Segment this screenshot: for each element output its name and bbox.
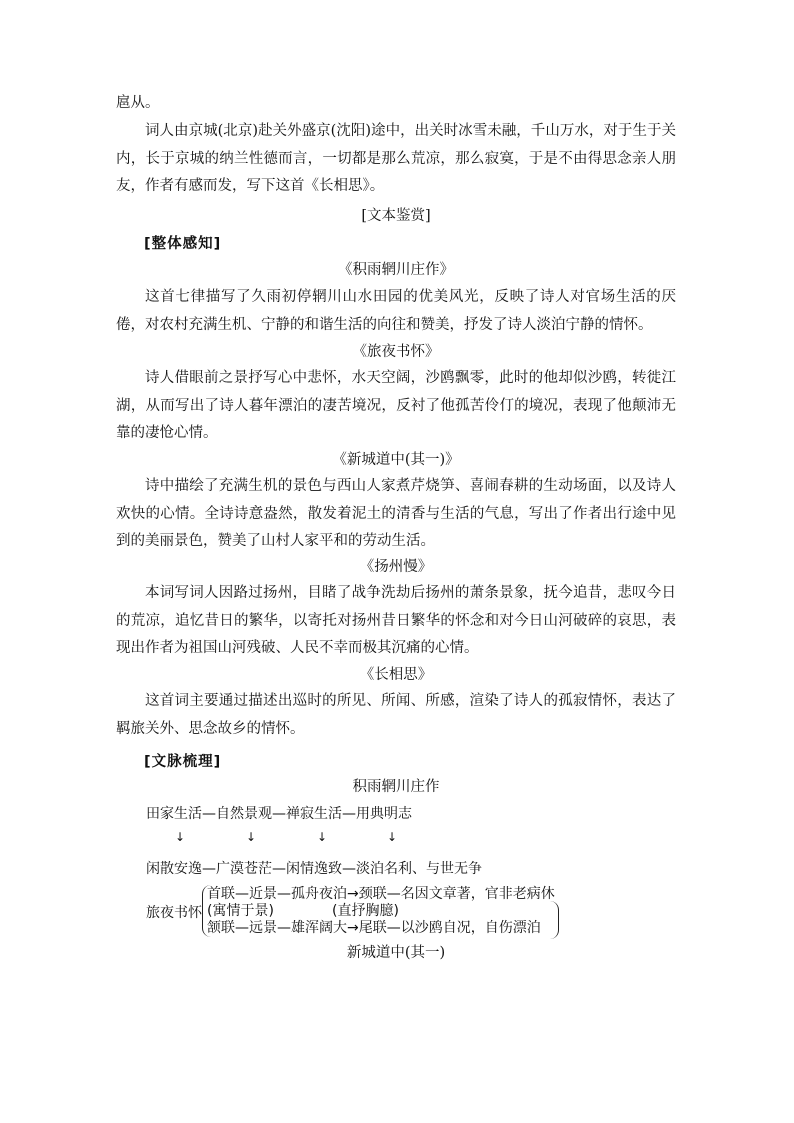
- poem-title: 《积雨辋川庄作》: [338, 262, 454, 278]
- down-arrow-icon: ↓: [175, 830, 186, 844]
- heading-overall: [整体感知]: [144, 236, 222, 252]
- poem-title: 《新城道中(其一)》: [332, 452, 460, 468]
- section-title: [文本鉴赏]: [361, 208, 431, 224]
- structure-line-1: 首联—近景—孤舟夜泊→颈联—名因文章著，官非老病休: [207, 886, 555, 902]
- right-brace: [550, 901, 559, 939]
- poem-title: 《旅夜书怀》: [352, 344, 440, 360]
- structure-poem-label: 旅夜书怀: [146, 905, 202, 921]
- structure-note-1: (寓情于景): [207, 903, 274, 919]
- paragraph-background: 词人由京城(北京)赴关外盛京(沈阳)途中，出关时冰雪未融，千山万水，对于生于关内，长于京城的纳兰性德而言，一切都是那么荒凉，那么寂寞，于是不由得思念亲人朋友，作者有感而发，写下这首《长相思》。: [116, 123, 676, 194]
- poem-summary: 本词写词人因路过扬州，目睹了战争洗劫后扬州的萧条景象，抚今追昔，悲叹今日的荒凉，追忆昔日的繁华，以寄托对扬州昔日繁华的怀念和对今日山河破碎的哀思，表现出作者为祖国山河残破、人民不幸而极其沉痛的心情。: [116, 585, 676, 656]
- structure-row-bottom: 闲散安逸—广漠苍茫—闲情逸致—淡泊名利、与世无争: [146, 861, 482, 877]
- poem-title: 《长相思》: [359, 667, 433, 683]
- structure-poem-title: 新城道中(其一): [346, 945, 446, 961]
- poem-summary: 这首七律描写了久雨初停辋川山水田园的优美风光，反映了诗人对官场生活的厌倦，对农村充满生机、宁静的和谐生活的向往和赞美，抒发了诗人淡泊宁静的情怀。: [116, 289, 676, 333]
- paragraph-continuation: 扈从。: [116, 95, 160, 111]
- poem-title: 《扬州慢》: [359, 559, 433, 575]
- structure-note-2: (直抒胸臆): [332, 903, 399, 919]
- structure-poem-title: 积雨辋川庄作: [352, 779, 440, 795]
- poem-summary: 诗中描绘了充满生机的景色与西山人家煮芹烧笋、喜闹春耕的生动场面，以及诗人欢快的心情。全诗诗意盎然，散发着泥土的清香与生活的气息，写出了作者出行途中见到的美丽景色，赞美了山村人家平和的劳动生活。: [116, 478, 676, 549]
- heading-structure: [文脉梳理]: [144, 754, 222, 770]
- down-arrow-icon: ↓: [317, 830, 328, 844]
- down-arrow-icon: ↓: [246, 830, 257, 844]
- poem-summary: 诗人借眼前之景抒写心中悲怀，水天空阔，沙鸥飘零，此时的他却似沙鸥，转徙江湖，从而写出了诗人暮年漂泊的凄苦境况，反衬了他孤苦伶仃的境况，表现了他颠沛无靠的凄怆心情。: [116, 370, 676, 441]
- structure-line-2: 颔联—远景—雄浑阔大→尾联—以沙鸥自况，自伤漂泊: [207, 920, 541, 936]
- structure-row-top: 田家生活—自然景观—禅寂生活—用典明志: [146, 806, 412, 822]
- poem-summary: 这首词主要通过描述出巡时的所见、所闻、所感，渲染了诗人的孤寂情怀，表达了羁旅关外、思念故乡的情怀。: [116, 693, 676, 737]
- down-arrow-icon: ↓: [387, 830, 398, 844]
